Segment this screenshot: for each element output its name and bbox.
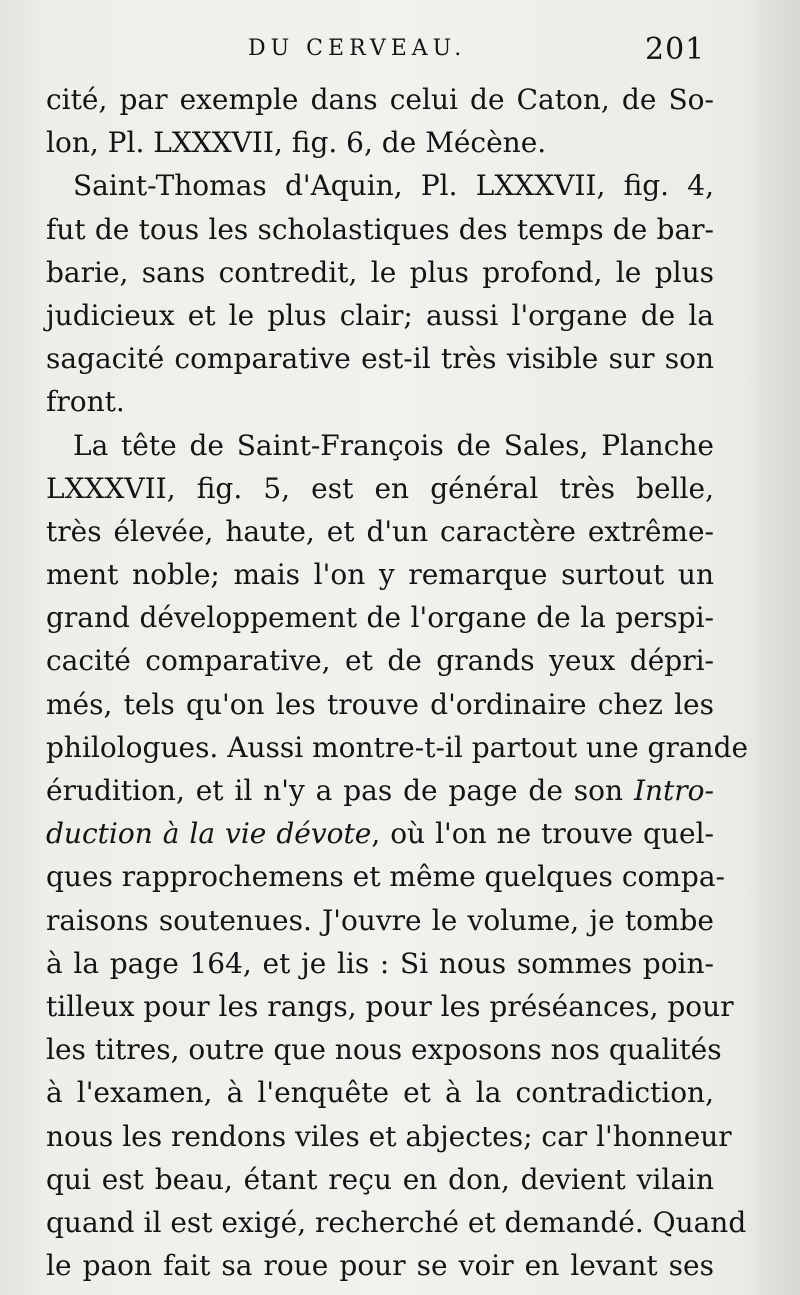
text-line: grand développement de l'organe de la perspi-: [46, 601, 714, 635]
body-text: [46, 78, 749, 1287]
italic-title-end: duction à la vie dévote: [46, 817, 372, 851]
text-line-with-italic: [46, 812, 714, 855]
text-line: nous les rendons viles et abjectes; car l'honneur: [46, 1119, 732, 1153]
text-line: cacité comparative, et de grands yeux dépri-: [46, 644, 714, 678]
running-title: DU CERVEAU.: [248, 36, 467, 61]
text-line: fut de tous les scholastiques des temps de bar-: [46, 212, 714, 246]
text-line: Saint-Thomas d'Aquin, Pl. LXXXVII, fig. 4,: [73, 169, 714, 203]
text-line: ques rapprochemens et même quelques compa-: [46, 860, 725, 894]
text-line: més, tels qu'on les trouve d'ordinaire chez les: [46, 687, 714, 721]
text-line: raisons soutenues. J'ouvre le volume, je tombe: [46, 903, 714, 937]
text-line: le paon fait sa roue pour se voir en levant ses: [46, 1249, 714, 1283]
text-line: à la page 164, et je lis : Si nous sommes poin-: [46, 946, 714, 980]
italic-title-start: Intro-: [633, 774, 714, 807]
text-line-full: duction à la vie dévote, où l'on ne trouve quel-: [46, 817, 715, 851]
page-number: 201: [645, 32, 706, 67]
text-line: judicieux et le plus clair; aussi l'organe de la: [46, 298, 714, 332]
text-line-with-italic: [46, 769, 714, 812]
text-line: La tête de Saint-François de Sales, Planche: [73, 428, 714, 462]
page-header: [0, 32, 800, 72]
text-line: lon, Pl. LXXXVII, fig. 6, de Mécène.: [46, 126, 547, 160]
text-line: front.: [46, 385, 125, 419]
text-line: les titres, outre que nous exposons nos qualités: [46, 1033, 722, 1067]
text-line: LXXXVII, fig. 5, est en général très belle,: [46, 471, 714, 505]
text-line: philologues. Aussi montre-t-il partout une grande: [46, 730, 749, 764]
text-line: très élevée, haute, et d'un caractère extrême-: [46, 514, 714, 548]
text-line: sagacité comparative est-il très visible sur son: [46, 342, 714, 376]
text-line: tilleux pour les rangs, pour les préséances, pour: [46, 989, 734, 1023]
text-line: barie, sans contredit, le plus profond, le plus: [46, 255, 714, 289]
text-line: qui est beau, étant reçu en don, devient vilain: [46, 1162, 714, 1196]
text-line: quand il est exigé, recherché et demandé. Quand: [46, 1205, 747, 1239]
text-line-roman-part: érudition, et il n'y a pas de page de son: [46, 774, 624, 807]
text-line: à l'examen, à l'enquête et à la contradiction,: [46, 1076, 714, 1110]
text-line: cité, par exemple dans celui de Caton, de So-: [46, 83, 714, 116]
text-line: ment noble; mais l'on y remarque surtout un: [46, 558, 714, 592]
